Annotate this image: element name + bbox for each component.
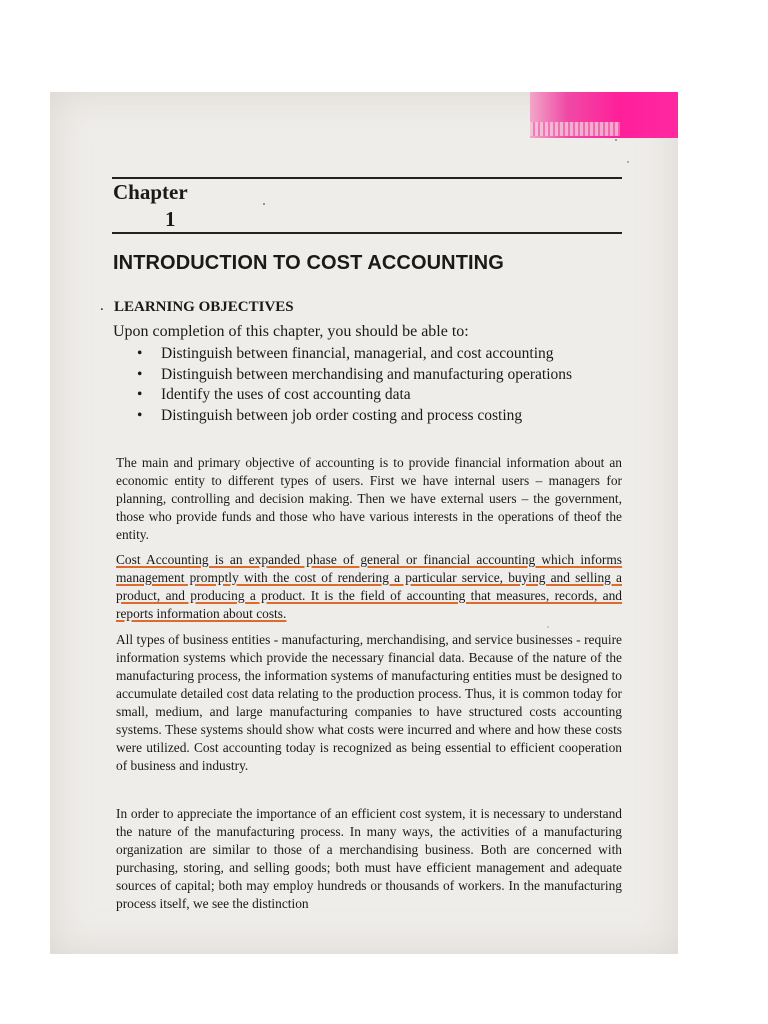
bullet-icon: •	[137, 365, 143, 383]
chapter-label: Chapter	[113, 180, 188, 204]
learning-objectives-heading: LEARNING OBJECTIVES	[114, 299, 294, 315]
list-item	[137, 385, 572, 406]
list-item	[137, 344, 572, 365]
objective-text: Distinguish between financial, managerial, and cost accounting	[161, 345, 554, 362]
objective-text: Distinguish between job order costing and process costing	[161, 406, 523, 424]
paragraph-cost-accounting-definition: Cost Accounting is an expanded phase of general or financial accounting which informs management promptly with the cost of rendering a particular service, buying and selling a product, and producing a product. It is the field of accounting that measures, records, and reports information about costs.	[116, 552, 622, 621]
paragraph-objective-of-accounting: The main and primary objective of accounting is to provide financial information about an economic entity to different types of users. First we have internal users – managers for planning, controlling and decision making. Then we have external users – the government, those who provide funds and those who have various interests in the operations of theof the entity.	[116, 455, 622, 542]
sticky-tab-fringe	[530, 122, 620, 136]
objective-text: Distinguish between merchandising and manufacturing operations	[161, 365, 573, 383]
objective-text: Identify the uses of cost accounting data	[161, 386, 411, 403]
objectives-list	[137, 344, 572, 426]
paragraph-manufacturing-process: In order to appreciate the importance of an efficient cost system, it is necessary to understand the nature of the manufacturing process. In many ways, the activities of a manufacturing organization are similar to those of a merchandising business. Both are concerned with purchasing, storing, and selling goods; both must have efficient management and adequate sources of capital; both may employ hundreds or thousands of workers. In the manufacturing process itself, we see the distinction	[116, 806, 622, 911]
chapter-top-rule	[112, 177, 622, 179]
bullet-icon: •	[137, 386, 143, 403]
bullet-icon: •	[137, 406, 143, 424]
list-item	[137, 406, 572, 427]
chapter-bottom-rule	[112, 232, 622, 234]
chapter-title: INTRODUCTION TO COST ACCOUNTING	[113, 252, 504, 274]
paragraph-business-entities: All types of business entities - manufacturing, merchandising, and service businesses - require information systems which provide the necessary financial data. Because of the nature of the manufacturing process, the information systems of manufacturing entities must be designed to accumulate detailed cost data relating to the production process. Thus, it is common today for small, medium, and large manufacturing companies to have structured costs accounting systems. These systems should show what costs were incurred and where and how these costs were utilized. Cost accounting today is recognized as being essential to efficient cooperation of business and industry.	[116, 632, 622, 773]
chapter-number: 1	[165, 207, 176, 231]
margin-dot: .	[100, 298, 104, 314]
bullet-icon: •	[137, 345, 143, 362]
learning-objectives-intro: Upon completion of this chapter, you should be able to:	[113, 323, 469, 340]
list-item	[137, 365, 572, 386]
